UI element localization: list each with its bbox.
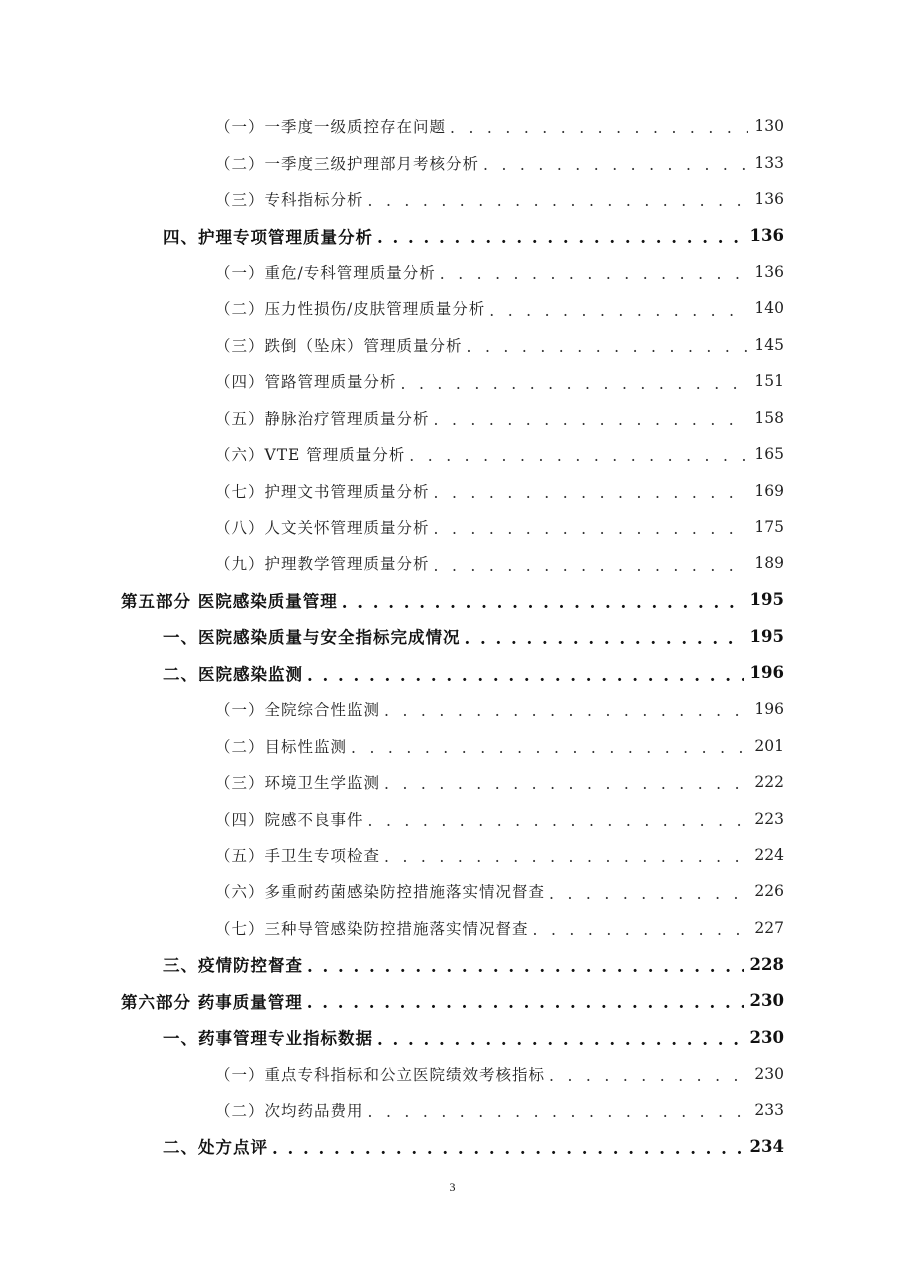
- toc-part-entry[interactable]: [0, 983, 905, 1019]
- dot-leader: [307, 668, 744, 685]
- toc-entry[interactable]: [0, 181, 905, 217]
- toc-entry-page: 165: [754, 445, 784, 464]
- toc-entry-title: 三、疫情防控督查: [163, 956, 303, 976]
- toc-section-entry[interactable]: [0, 1019, 905, 1055]
- toc-entry-title: 一、药事管理专业指标数据: [163, 1029, 373, 1049]
- toc-entry-title: （五）手卫生专项检查: [215, 846, 381, 865]
- toc-entry[interactable]: [0, 1092, 905, 1128]
- toc-part-entry[interactable]: [0, 582, 905, 618]
- table-of-contents: [0, 108, 905, 1165]
- dot-leader: [549, 1069, 748, 1085]
- toc-entry-title: 第六部分 药事质量管理: [121, 992, 303, 1012]
- toc-entry-page: 140: [754, 299, 784, 318]
- toc-entry[interactable]: [0, 290, 905, 326]
- toc-section-entry[interactable]: [0, 618, 905, 654]
- dot-leader: [377, 1032, 744, 1049]
- toc-entry[interactable]: [0, 254, 905, 290]
- toc-entry-page: 169: [754, 481, 784, 500]
- dot-leader: [351, 741, 748, 757]
- toc-section-entry[interactable]: [0, 1128, 905, 1164]
- toc-entry-page: 151: [754, 372, 784, 391]
- toc-entry-page: 201: [754, 736, 784, 755]
- toc-entry-title: 第五部分 医院感染质量管理: [121, 591, 338, 611]
- dot-leader: [384, 850, 748, 866]
- toc-entry-title: （六）VTE 管理质量分析: [215, 446, 406, 465]
- dot-leader: [368, 194, 748, 210]
- toc-entry-page: 230: [749, 991, 784, 1011]
- toc-entry-title: 四、护理专项管理质量分析: [163, 227, 373, 247]
- toc-entry-title: （六）多重耐药菌感染防控措施落实情况督查: [215, 883, 546, 902]
- toc-entry-page: 130: [754, 117, 784, 136]
- toc-entry[interactable]: [0, 436, 905, 472]
- dot-leader: [465, 631, 744, 648]
- toc-entry[interactable]: [0, 400, 905, 436]
- dot-leader: [450, 121, 748, 137]
- toc-entry-title: （七）护理文书管理质量分析: [215, 482, 430, 501]
- toc-entry-page: 133: [754, 153, 784, 172]
- dot-leader: [342, 595, 744, 612]
- toc-section-entry[interactable]: [0, 655, 905, 691]
- toc-entry-title: （三）跌倒（坠床）管理质量分析: [215, 336, 463, 355]
- toc-entry[interactable]: [0, 545, 905, 581]
- toc-entry-title: （二）压力性损伤/皮肤管理质量分析: [215, 300, 486, 319]
- toc-entry-title: （一）全院综合性监测: [215, 701, 381, 720]
- toc-entry-title: （二）次均药品费用: [215, 1102, 364, 1121]
- toc-entry-title: （一）重点专科指标和公立医院绩效考核指标: [215, 1065, 546, 1084]
- toc-entry-page: 230: [749, 1027, 784, 1047]
- toc-entry[interactable]: [0, 144, 905, 180]
- dot-leader: [533, 923, 748, 939]
- dot-leader: [434, 559, 748, 575]
- toc-entry-title: （三）专科指标分析: [215, 191, 364, 210]
- dot-leader: [377, 230, 744, 247]
- toc-entry-page: 189: [754, 554, 784, 573]
- toc-entry-page: 227: [754, 918, 784, 937]
- dot-leader: [434, 522, 748, 538]
- toc-entry-page: 175: [754, 518, 784, 537]
- toc-entry-page: 233: [754, 1101, 784, 1120]
- dot-leader: [307, 995, 744, 1012]
- toc-entry-page: 196: [749, 663, 784, 683]
- toc-entry-page: 195: [749, 590, 784, 610]
- toc-entry-title: （一）重危/专科管理质量分析: [215, 263, 436, 282]
- toc-entry[interactable]: [0, 873, 905, 909]
- dot-leader: [409, 449, 748, 465]
- dot-leader: [489, 304, 748, 320]
- toc-entry[interactable]: [0, 509, 905, 545]
- toc-entry-page: 230: [754, 1064, 784, 1083]
- toc-entry[interactable]: [0, 764, 905, 800]
- toc-entry[interactable]: [0, 363, 905, 399]
- dot-leader: [307, 959, 744, 976]
- toc-entry-title: （七）三种导管感染防控措施落实情况督查: [215, 919, 529, 938]
- toc-entry[interactable]: [0, 837, 905, 873]
- toc-entry[interactable]: [0, 727, 905, 763]
- dot-leader: [272, 1141, 744, 1158]
- toc-entry-page: 196: [754, 700, 784, 719]
- toc-entry-page: 136: [754, 262, 784, 281]
- dot-leader: [368, 1105, 748, 1121]
- toc-entry-page: 226: [754, 882, 784, 901]
- toc-entry-page: 158: [754, 408, 784, 427]
- dot-leader: [467, 340, 748, 356]
- page-number: 3: [449, 1180, 456, 1194]
- toc-entry-title: （四）管路管理质量分析: [215, 373, 397, 392]
- toc-entry[interactable]: [0, 800, 905, 836]
- dot-leader: [384, 777, 748, 793]
- toc-entry-page: 145: [754, 335, 784, 354]
- toc-entry-page: 222: [754, 773, 784, 792]
- toc-entry-title: 二、医院感染监测: [163, 664, 303, 684]
- toc-entry-page: 228: [749, 954, 784, 974]
- toc-entry-title: （二）一季度三级护理部月考核分析: [215, 154, 480, 173]
- toc-entry[interactable]: [0, 327, 905, 363]
- toc-entry[interactable]: [0, 472, 905, 508]
- toc-entry-title: （一）一季度一级质控存在问题: [215, 118, 447, 137]
- toc-entry-title: （四）院感不良事件: [215, 810, 364, 829]
- toc-entry-page: 136: [749, 226, 784, 246]
- toc-entry-title: （五）静脉治疗管理质量分析: [215, 409, 430, 428]
- toc-entry-title: 二、处方点评: [163, 1138, 268, 1158]
- dot-leader: [483, 158, 748, 174]
- toc-entry-page: 195: [749, 626, 784, 646]
- toc-section-entry[interactable]: [0, 217, 905, 253]
- toc-entry-page: 224: [754, 845, 784, 864]
- dot-leader: [434, 486, 748, 502]
- toc-entry[interactable]: [0, 1055, 905, 1091]
- dot-leader: [401, 377, 748, 393]
- toc-entry[interactable]: [0, 910, 905, 946]
- dot-leader: [368, 814, 748, 830]
- toc-entry-title: 一、医院感染质量与安全指标完成情况: [163, 628, 461, 648]
- toc-entry-title: （二）目标性监测: [215, 737, 348, 756]
- dot-leader: [434, 413, 748, 429]
- toc-entry-title: （三）环境卫生学监测: [215, 774, 381, 793]
- dot-leader: [384, 704, 748, 720]
- toc-entry-page: 223: [754, 809, 784, 828]
- toc-entry[interactable]: [0, 691, 905, 727]
- toc-entry-title: （九）护理教学管理质量分析: [215, 555, 430, 574]
- dot-leader: [440, 267, 748, 283]
- toc-entry[interactable]: [0, 108, 905, 144]
- toc-entry-title: （八）人文关怀管理质量分析: [215, 519, 430, 538]
- dot-leader: [549, 887, 748, 903]
- toc-section-entry[interactable]: [0, 946, 905, 982]
- toc-entry-page: 234: [749, 1136, 784, 1156]
- toc-entry-page: 136: [754, 190, 784, 209]
